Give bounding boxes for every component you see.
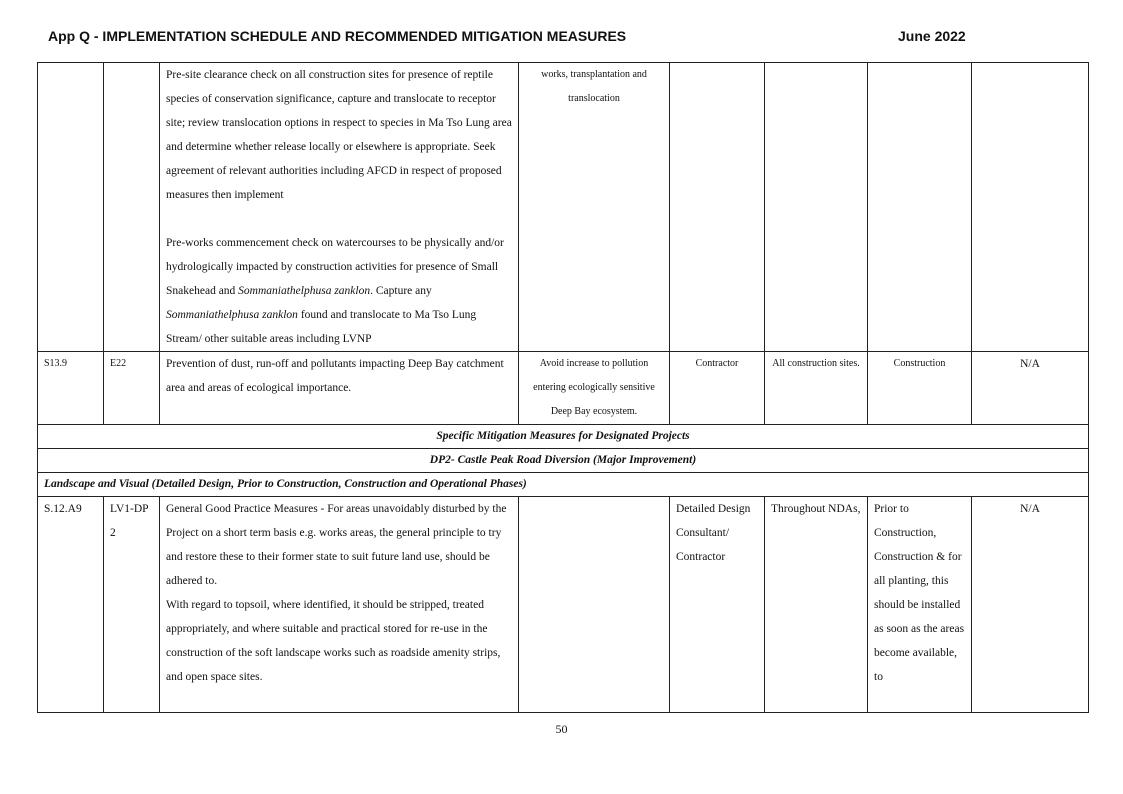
table-row: [38, 352, 1089, 425]
cell-who: [670, 63, 765, 352]
table-row: [38, 497, 1089, 713]
cell-measure: [160, 497, 519, 713]
cell-objective: [519, 497, 670, 713]
cell-objective: works, transplantation and translocation: [519, 63, 670, 352]
measure-paragraph: General Good Practice Measures - For areas unavoidably disturbed by the Project on a short term basis e.g. works areas, the general principle to try and restore these to their former state to suit future land use, should be adhered to.: [166, 503, 507, 587]
cell-objective: Avoid increase to pollution entering ecologically sensitive Deep Bay ecosystem.: [519, 352, 670, 425]
cell-who: Detailed Design Consultant/ Contractor: [670, 497, 765, 713]
cell-measure: [160, 63, 519, 352]
specific-measures-banner: Specific Mitigation Measures for Designated Projects: [38, 425, 1089, 449]
cell-location: Throughout NDAs,: [765, 497, 868, 713]
measure-paragraph: Pre-site clearance check on all construction sites for presence of reptile species of conservation significance, capture and translocate to receptor site; review translocation options in respect to species in Ma Tso Lung area and determine whether release locally or elsewhere is appropriate. Seek agreement of relevant authorities including AFCD in respect of proposed measures then implement: [166, 69, 512, 201]
measure-paragraph: Pre-works commencement check on watercourses to be physically and/or hydrologically impacted by construction activities for presence of Small Snakehead and Sommaniathelphusa zanklon. Capture any Sommaniathelphusa zanklon found and translocate to Ma Tso Lung Stream/ other suitable areas including LVNP: [166, 237, 504, 345]
banner-row: [38, 425, 1089, 449]
cell-ref: S13.9: [38, 352, 104, 425]
cell-when: [868, 63, 972, 352]
cell-ref: S.12.A9: [38, 497, 104, 713]
page-number: 50: [555, 722, 568, 736]
cell-location: All construction sites.: [765, 352, 868, 425]
document-date: June 2022: [898, 28, 966, 44]
cell-measure: Prevention of dust, run-off and pollutants impacting Deep Bay catchment area and areas of ecological importance.: [160, 352, 519, 425]
table-row: [38, 63, 1089, 352]
cell-when: Prior to Construction, Construction & for all planting, this should be installed as soon as the areas become available, to: [868, 497, 972, 713]
mitigation-schedule-table: [37, 62, 1089, 713]
cell-code: [104, 63, 160, 352]
banner-row: [38, 449, 1089, 473]
cell-requirement: N/A: [972, 497, 1089, 713]
section-heading: Landscape and Visual (Detailed Design, Prior to Construction, Construction and Operational Phases): [38, 473, 1089, 497]
project-banner: DP2- Castle Peak Road Diversion (Major Improvement): [38, 449, 1089, 473]
cell-ref: [38, 63, 104, 352]
cell-requirement: [972, 63, 1089, 352]
cell-when: Construction: [868, 352, 972, 425]
cell-location: [765, 63, 868, 352]
section-row: [38, 473, 1089, 497]
measure-paragraph: With regard to topsoil, where identified, it should be stripped, treated appropriately, and where suitable and practical stored for re-use in the construction of the soft landscape works such as roadside amenity strips, and open space sites.: [166, 599, 501, 683]
cell-requirement: N/A: [972, 352, 1089, 425]
cell-who: Contractor: [670, 352, 765, 425]
document-title: App Q - IMPLEMENTATION SCHEDULE AND RECOMMENDED MITIGATION MEASURES: [48, 28, 627, 44]
cell-code: LV1-DP2: [104, 497, 160, 713]
cell-code: E22: [104, 352, 160, 425]
